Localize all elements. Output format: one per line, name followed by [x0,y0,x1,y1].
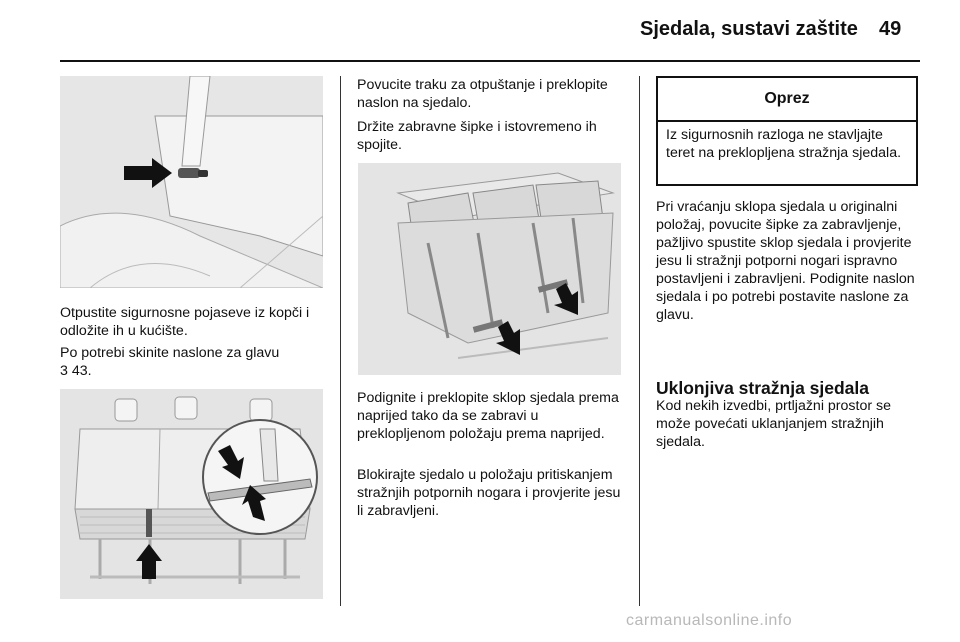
page-number: 49 [879,18,902,40]
col3-para2: Kod nekih izvedbi, prtljažni prostor se može povećati uklanjanjem stražnjih sjedala. [656,398,892,450]
column-divider-1 [340,76,341,606]
header-divider [60,60,920,62]
page-header-title: Sjedala, sustavi zaštite [640,18,858,40]
caution-text: Iz sigurnosnih razloga ne stavljajte teret na preklopljena stražnja sjedala. [666,127,902,161]
rear-bench-illustration [60,389,323,599]
col1-para2-text: Po potrebi skinite naslone za glavu [60,345,280,361]
caution-title: Oprez [658,78,916,122]
col3-para1: Pri vraćanju sklopa sjedala u originalni položaj, povucite šipke za zabravljenje, pažljivo spustite sklop sjedala i provjerite jesu li stražnji potporni nogari ispravno postavljeni i zabravljeni. Podignite naslon sjedala i po potrebi postavite naslone za glavu. [656,199,915,323]
col1-para2 [60,344,322,380]
col2-para3: Podignite i preklopite sklop sjedala prema naprijed tako da se zabravi u preklopljenom položaju prema naprijed. [357,390,619,442]
page-reference-arrow-icon[interactable]: 3 [60,363,68,379]
page-reference-number[interactable]: 43. [71,363,92,379]
seat-belt-illustration [60,76,323,288]
col2-para1: Povucite traku za otpuštanje i preklopite naslon na sjedalo. [357,77,608,111]
folded-seat-illustration [358,163,621,375]
watermark-text: carmanualsonline.info [626,612,793,629]
col1-para1: Otpustite sigurnosne pojaseve iz kopči i odložite ih u kućište. [60,305,310,339]
section-heading: Uklonjiva stražnja sjedala [656,378,870,398]
caution-box [656,76,918,186]
col2-para2: Držite zabravne šipke i istovremeno ih spojite. [357,119,597,153]
col2-para4: Blokirajte sjedalo u položaju pritiskanjem stražnjih potpornih nogara i provjerite jesu li zabravljeni. [357,467,621,519]
column-divider-2 [639,76,640,606]
